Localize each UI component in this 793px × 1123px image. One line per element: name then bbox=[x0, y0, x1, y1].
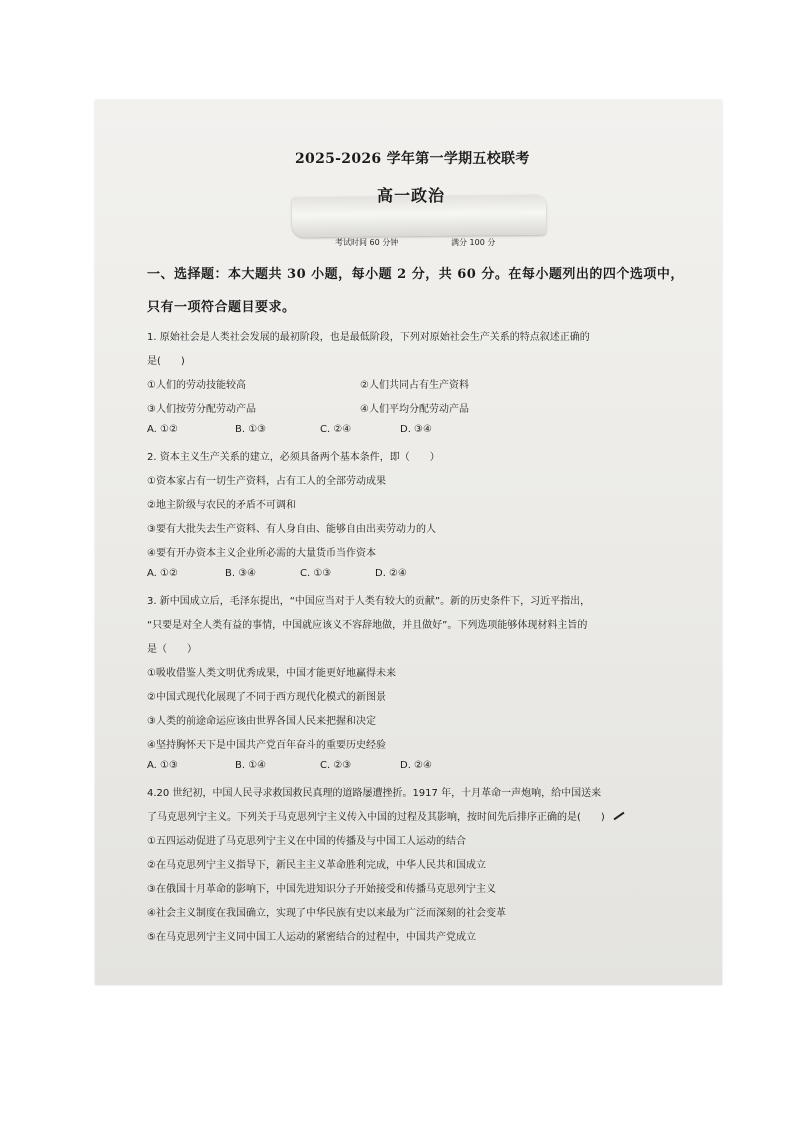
exam-paper bbox=[95, 100, 722, 985]
pen-mark bbox=[614, 812, 625, 821]
question-3-stem-cont: “只要是对全人类有益的事情，中国就应该义不容辞地做，并且做好”。下列选项能够体现材料主旨的 bbox=[147, 620, 588, 631]
question-2-stem: 2. 资本主义生产关系的建立，必须具备两个基本条件，即（ ） bbox=[147, 452, 440, 463]
question-1-stem: 1. 原始社会是人类社会发展的最初阶段，也是最低阶段，下列对原始社会生产关系的特点叙述正确的 bbox=[147, 332, 590, 343]
question-3-choice: B. ①④ bbox=[235, 760, 267, 771]
full-score: 满分 100 分 bbox=[451, 238, 496, 247]
question-2-choice: D. ②④ bbox=[375, 568, 407, 579]
question-2-item: ①资本家占有一切生产资料，占有工人的全部劳动成果 bbox=[147, 476, 386, 487]
question-2-item: ③要有大批失去生产资料、有人身自由、能够自由出卖劳动力的人 bbox=[147, 524, 436, 535]
question-3-choice: C. ②③ bbox=[320, 760, 352, 771]
question-2-item: ④要有开办资本主义企业所必需的大量货币当作资本 bbox=[147, 548, 376, 559]
question-3-stem-cont: 是（ ） bbox=[147, 644, 197, 655]
question-3-choice: A. ①③ bbox=[147, 760, 178, 771]
subject-title: 高一政治 bbox=[377, 186, 446, 205]
question-1-item: ③人们按劳分配劳动产品 bbox=[147, 404, 256, 415]
exam-time: 考试时间 60 分钟 bbox=[335, 238, 399, 247]
question-2-choice: A. ①② bbox=[147, 568, 178, 579]
question-4-item: ⑤在马克思列宁主义同中国工人运动的紧密结合的过程中，中国共产党成立 bbox=[147, 932, 476, 943]
section-heading-line1: 一、选择题：本大题共 30 小题，每小题 2 分，共 60 分。在每小题列出的四个选项中， bbox=[147, 267, 684, 282]
question-4-item: ①五四运动促进了马克思列宁主义在中国的传播及与中国工人运动的结合 bbox=[147, 836, 466, 847]
question-4-stem: 4.20 世纪初，中国人民寻求救国救民真理的道路屡遭挫折。1917 年，十月革命一声炮响，给中国送来 bbox=[147, 788, 602, 799]
question-3-choice: D. ②④ bbox=[400, 760, 432, 771]
question-1-choice: C. ②④ bbox=[320, 424, 352, 435]
question-1-choice: D. ③④ bbox=[400, 424, 432, 435]
question-4-item: ③在俄国十月革命的影响下，中国先进知识分子开始接受和传播马克思列宁主义 bbox=[147, 884, 496, 895]
question-1-item: ①人们的劳动技能较高 bbox=[147, 380, 246, 391]
question-1-stem-cont: 是( ) bbox=[147, 356, 185, 367]
section-heading-line2: 只有一项符合题目要求。 bbox=[147, 300, 296, 315]
question-2-choice: B. ③④ bbox=[225, 568, 257, 579]
question-3-item: ②中国式现代化展现了不同于西方现代化模式的新图景 bbox=[147, 692, 386, 703]
question-3-item: ③人类的前途命运应该由世界各国人民来把握和决定 bbox=[147, 716, 376, 727]
question-1-choice: A. ①② bbox=[147, 424, 178, 435]
question-4-item: ②在马克思列宁主义指导下，新民主主义革命胜利完成，中华人民共和国成立 bbox=[147, 860, 486, 871]
exam-title: 2025-2026 学年第一学期五校联考 bbox=[295, 151, 530, 167]
question-2-item: ②地主阶级与农民的矛盾不可调和 bbox=[147, 500, 296, 511]
question-4-item: ④社会主义制度在我国确立，实现了中华民族有史以来最为广泛而深刻的社会变革 bbox=[147, 908, 506, 919]
question-3-item: ④坚持胸怀天下是中国共产党百年奋斗的重要历史经验 bbox=[147, 740, 386, 751]
question-3-item: ①吸收借鉴人类文明优秀成果，中国才能更好地赢得未来 bbox=[147, 668, 396, 679]
question-1-item: ②人们共同占有生产资料 bbox=[360, 380, 469, 391]
question-1-choice: B. ①③ bbox=[235, 424, 267, 435]
question-2-choice: C. ①③ bbox=[300, 568, 332, 579]
question-3-stem: 3. 新中国成立后，毛泽东提出，“中国应当对于人类有较大的贡献”。新的历史条件下，习近平指出， bbox=[147, 596, 591, 607]
question-1-item: ④人们平均分配劳动产品 bbox=[360, 404, 469, 415]
question-4-stem-cont: 了马克思列宁主义。下列关于马克思列宁主义传入中国的过程及其影响，按时间先后排序正确的是( ) bbox=[147, 812, 605, 823]
